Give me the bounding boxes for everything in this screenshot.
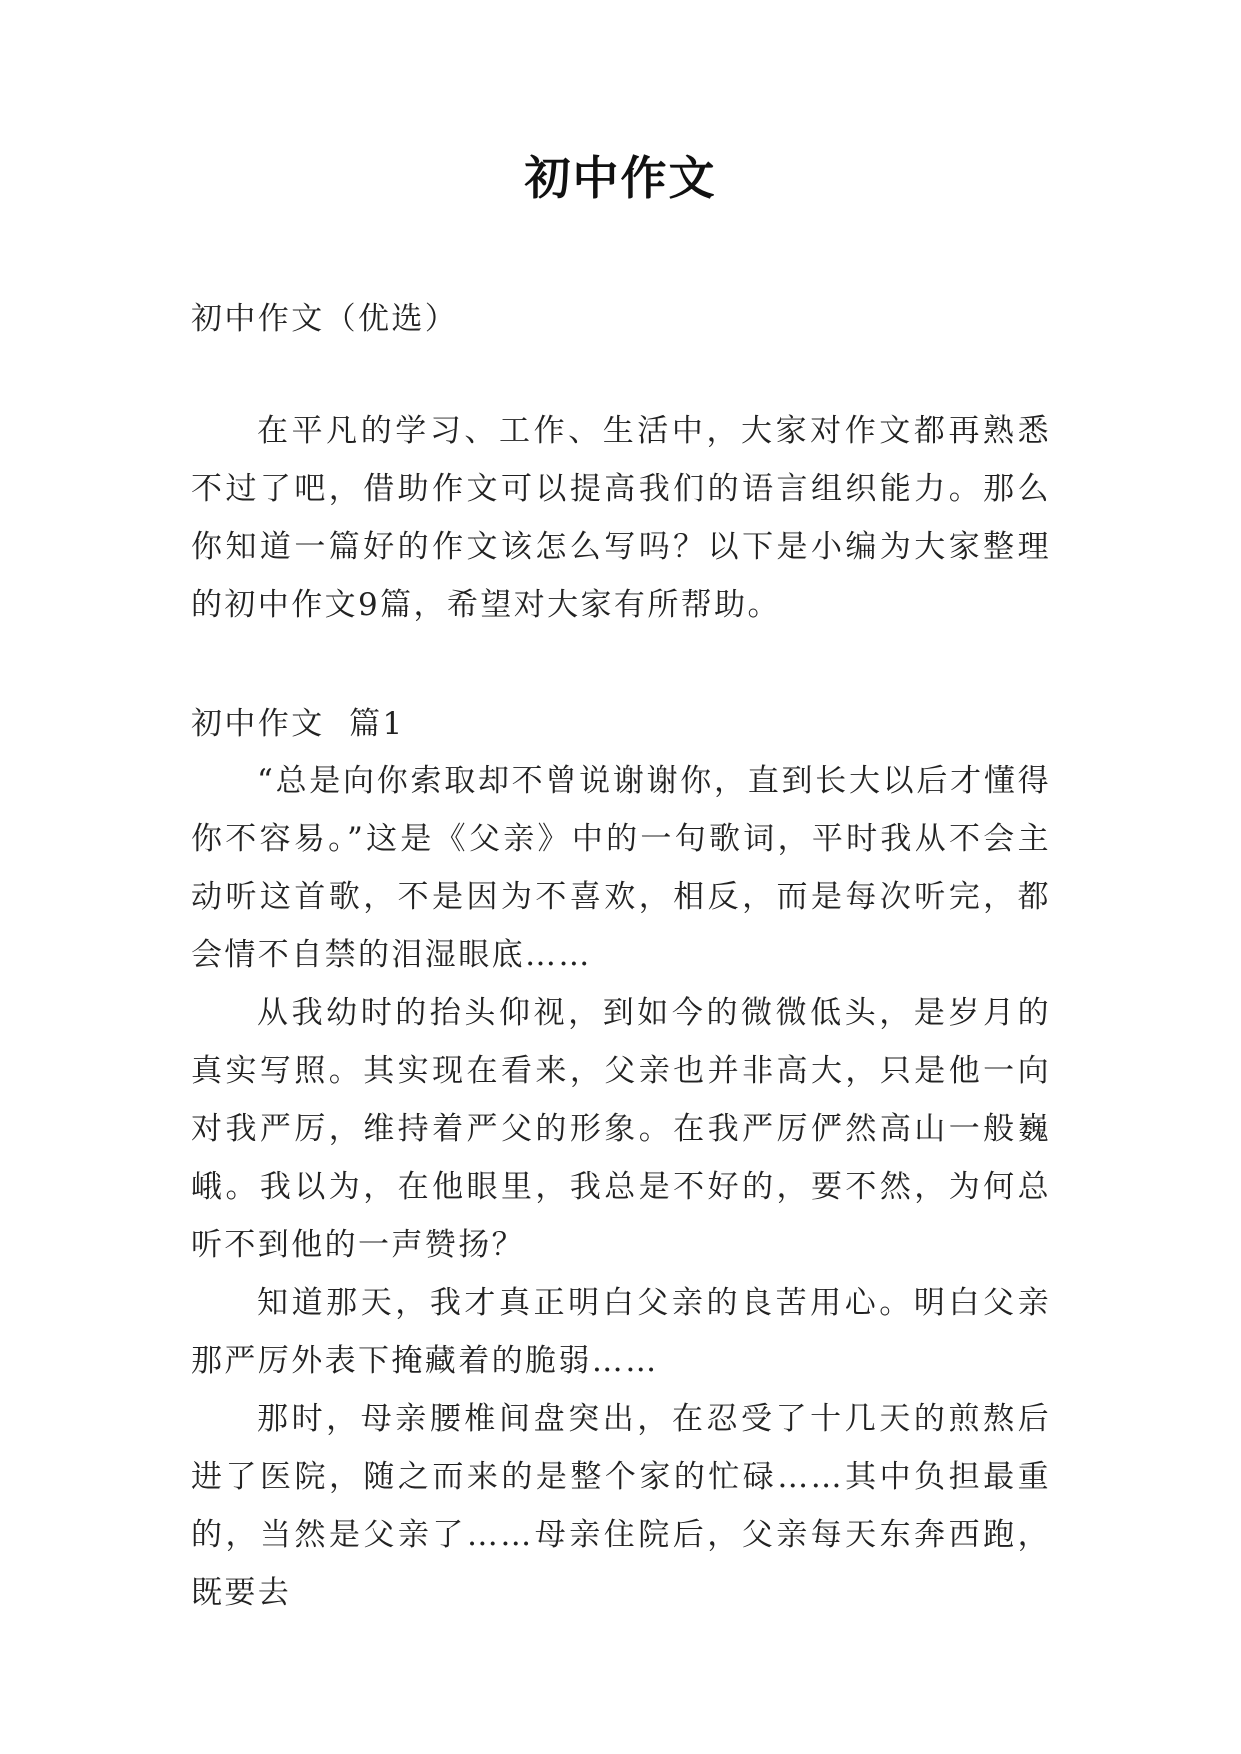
section-heading: 初中作文 篇1 bbox=[191, 706, 405, 742]
body-paragraph: “总是向你索取却不曾说谢谢你，直到长大以后才懂得你不容易。”这是《父亲》中的一句歌词，平时我从不会主动听这首歌，不是因为不喜欢，相反，而是每次听完，都会情不自禁的泪湿眼底…… bbox=[191, 763, 1051, 973]
body-paragraph: 从我幼时的抬头仰视，到如今的微微低头，是岁月的真实写照。其实现在看来，父亲也并非高大，只是他一向对我严厉，维持着严父的形象。在我严厉俨然高山一般巍峨。我以为，在他眼里，我总是不好的，要不然，为何总听不到他的一声赞扬？ bbox=[191, 995, 1051, 1263]
document-subtitle: 初中作文（优选） bbox=[191, 301, 459, 337]
document-title: 初中作文 bbox=[524, 151, 717, 205]
intro-paragraph: 在平凡的学习、工作、生活中，大家对作文都再熟悉不过了吧，借助作文可以提高我们的语言组织能力。那么你知道一篇好的作文该怎么写吗？以下是小编为大家整理的初中作文9篇，希望对大家有所帮助。 bbox=[191, 413, 1051, 623]
body-paragraph: 那时，母亲腰椎间盘突出，在忍受了十几天的煎熬后进了医院，随之而来的是整个家的忙碌……其中负担最重的，当然是父亲了……母亲住院后，父亲每天东奔西跑，既要去 bbox=[191, 1401, 1051, 1611]
body-paragraph: 知道那天，我才真正明白父亲的良苦用心。明白父亲那严厉外表下掩藏着的脆弱…… bbox=[191, 1285, 1051, 1379]
